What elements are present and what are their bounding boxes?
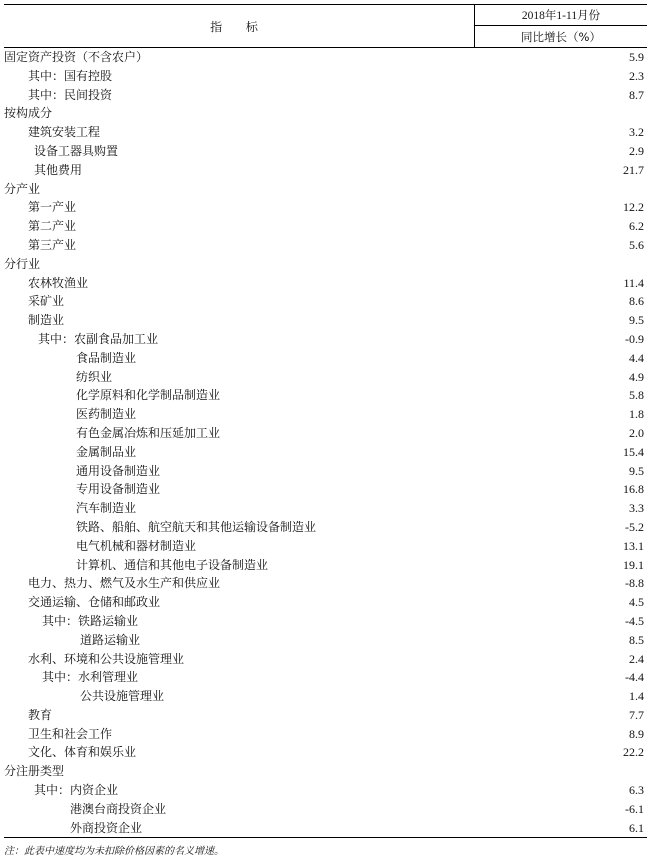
table-row [4,274,647,293]
row-label: 医药制造业 [76,407,137,422]
row-label: 制造业 [28,313,65,328]
table-row [4,499,647,518]
row-label: 教育 [28,707,53,722]
table-body [4,48,647,837]
row-value: -6.1 [625,801,644,816]
row-value: 6.1 [629,820,644,835]
table-row [4,725,647,744]
table-row [4,180,647,199]
table-row [4,386,647,405]
row-value: 16.8 [623,482,644,497]
row-value: 4.9 [629,369,644,384]
row-label: 固定资产投资（不含农户） [4,50,149,64]
row-label: 港澳台商投资企业 [70,801,167,816]
table-row [4,217,647,236]
row-label: 文化、体育和娱乐业 [28,745,137,760]
row-label: 其中：水利管理业 [42,670,139,685]
row-label: 农林牧渔业 [28,275,89,290]
table-row [4,612,647,631]
table-row [4,48,647,67]
row-value: 3.3 [629,501,644,516]
row-label: 按构成分 [4,106,53,121]
table-row [4,311,647,330]
row-value: 8.6 [629,294,644,309]
row-value: 4.4 [629,350,644,365]
row-label: 其中：国有控股 [28,68,113,83]
table-row [4,443,647,462]
table-row [4,349,647,368]
row-value: -4.5 [625,613,644,628]
table-bottom-rule [4,837,647,838]
row-value: -5.2 [625,519,644,534]
table-header [4,4,647,48]
row-label: 铁路、船舶、航空航天和其他运输设备制造业 [76,519,317,534]
row-label: 设备工器具购置 [34,143,119,158]
row-value: 12.2 [623,200,644,215]
row-label: 第一产业 [28,200,77,215]
table-row [4,650,647,669]
row-value: 2.9 [629,143,644,158]
row-value: 11.4 [623,275,644,290]
row-label: 公共设施管理业 [80,689,165,704]
data-table [4,4,647,838]
row-value: -8.8 [625,576,644,591]
row-value: -4.4 [625,670,644,685]
row-value: 1.4 [629,689,644,704]
row-label: 纺织业 [76,369,113,384]
table-row [4,518,647,537]
row-label: 分行业 [4,256,41,271]
row-label: 有色金属冶炼和压延加工业 [76,425,221,440]
table-row [4,762,647,781]
row-value: 13.1 [623,538,644,553]
row-value: 19.1 [623,557,644,572]
row-label: 化学原料和化学制品制造业 [76,388,221,403]
table-row [4,330,647,349]
row-label: 建筑安装工程 [28,125,101,140]
row-label: 其中：农副食品加工业 [38,331,159,346]
row-label: 专用设备制造业 [76,482,161,497]
row-value: 22.2 [623,745,644,760]
row-label: 其中：民间投资 [28,87,113,102]
table-row [4,687,647,706]
row-label: 其中：内资企业 [34,783,119,798]
row-value: 15.4 [623,444,644,459]
row-label: 计算机、通信和其他电子设备制造业 [76,557,269,572]
table-row [4,593,647,612]
row-value: 3.2 [629,125,644,140]
row-label: 电气机械和器材制造业 [76,538,197,553]
table-row [4,556,647,575]
table-row [4,480,647,499]
row-label: 道路运输业 [80,632,141,647]
table-row [4,123,647,142]
table-row [4,161,647,180]
row-value: 5.8 [629,388,644,403]
row-value: 5.6 [629,237,644,252]
row-value: 8.5 [629,632,644,647]
row-value: 2.3 [629,68,644,83]
indicator-header: 指 标 [210,19,268,34]
table-row [4,537,647,556]
row-value: 6.3 [629,783,644,798]
row-value: 7.7 [629,707,644,722]
table-row [4,104,647,123]
row-label: 分注册类型 [4,764,65,779]
row-value: 8.9 [629,726,644,741]
row-label: 其中：铁路运输业 [42,613,139,628]
period-header: 2018年1-11月份 [475,5,647,26]
row-label: 金属制品业 [76,444,137,459]
row-label: 通用设备制造业 [76,463,161,478]
row-value: 9.5 [629,463,644,478]
table-row [4,706,647,725]
row-label: 水利、环境和公共设施管理业 [28,651,185,666]
row-label: 第二产业 [28,219,77,234]
row-value: 5.9 [629,50,644,64]
row-value: 9.5 [629,313,644,328]
row-value: 2.0 [629,425,644,440]
table-row [4,800,647,819]
row-label: 卫生和社会工作 [28,726,113,741]
table-row [4,255,647,274]
table-row [4,67,647,86]
row-value: 8.7 [629,87,644,102]
table-row [4,405,647,424]
table-row [4,668,647,687]
row-label: 外商投资企业 [70,820,143,835]
table-row [4,781,647,800]
row-label: 采矿业 [28,294,65,309]
table-row [4,631,647,650]
row-value: 1.8 [629,407,644,422]
table-row [4,292,647,311]
row-value: 6.2 [629,219,644,234]
row-label: 第三产业 [28,237,77,252]
table-row [4,574,647,593]
table-row [4,86,647,105]
table-row [4,368,647,387]
growth-header: 同比增长（%） [521,29,601,44]
table-row [4,142,647,161]
table-row [4,462,647,481]
table-row [4,198,647,217]
row-value: 4.5 [629,595,644,610]
table-row [4,424,647,443]
footnote: 注：此表中速度均为未扣除价格因素的名义增速。 [4,846,224,857]
row-label: 分产业 [4,181,41,196]
table-row [4,236,647,255]
row-label: 汽车制造业 [76,501,137,516]
row-value: -0.9 [625,331,644,346]
row-value: 2.4 [629,651,644,666]
row-label: 其他费用 [34,162,83,177]
row-value: 21.7 [623,162,644,177]
table-row [4,743,647,762]
table-row [4,819,647,838]
row-label: 食品制造业 [76,350,137,365]
row-label: 交通运输、仓储和邮政业 [28,595,161,610]
row-label: 电力、热力、燃气及水生产和供应业 [28,576,221,591]
